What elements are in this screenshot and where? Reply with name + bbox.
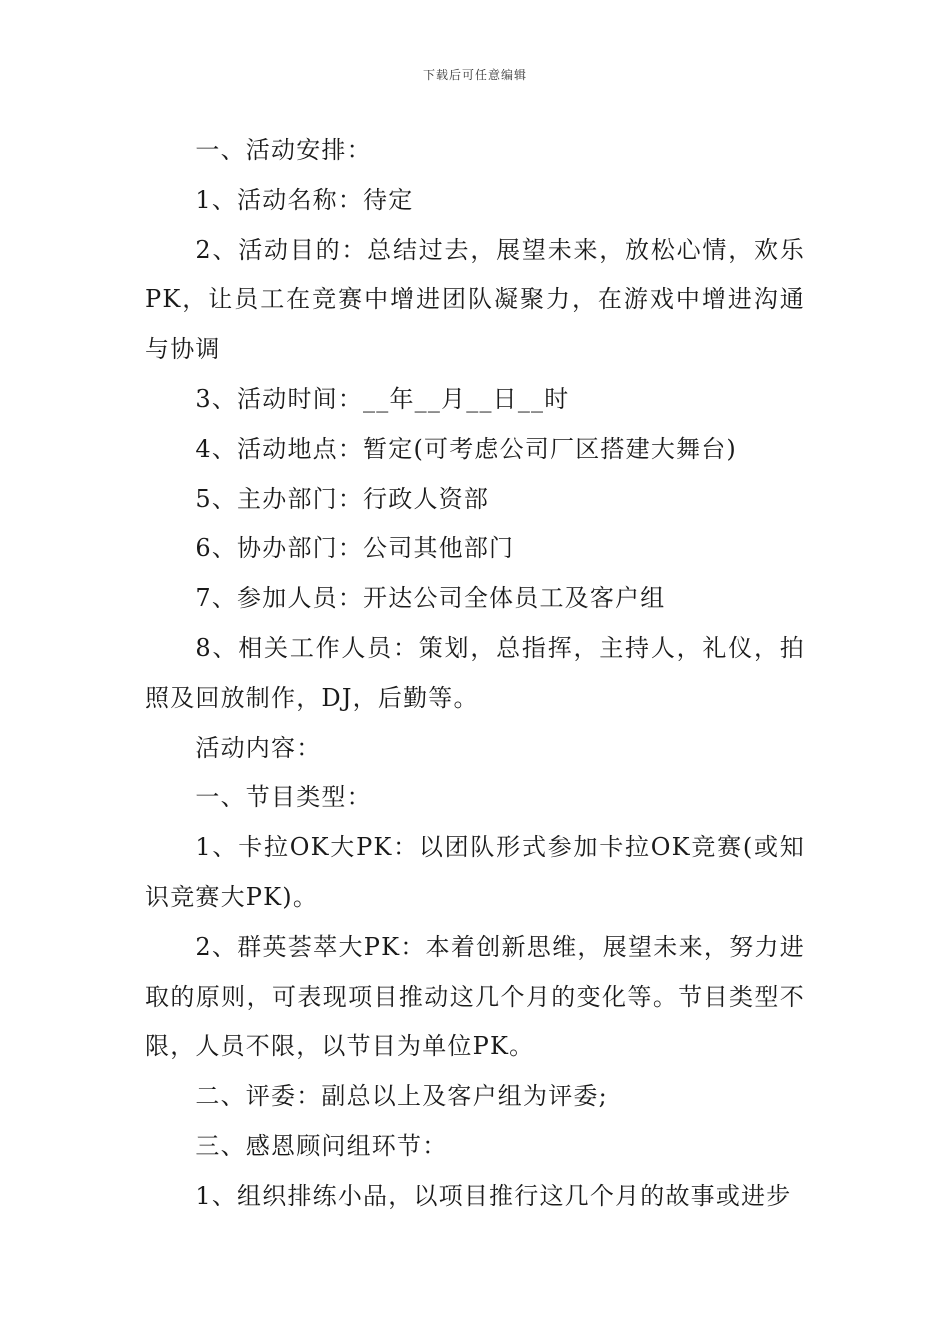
co-host-department: 6、协办部门：公司其他部门	[195, 534, 515, 563]
section-heading-program-type: 一、节目类型：	[195, 783, 372, 812]
section-heading-gratitude: 三、感恩顾问组环节：	[195, 1131, 448, 1160]
section-heading-activity-content: 活动内容：	[195, 733, 322, 762]
activity-location: 4、活动地点：暂定(可考虑公司厂区搭建大舞台)	[195, 434, 737, 463]
gratitude-item-1: 1、组织排练小品，以项目推行这几个月的故事或进步	[195, 1181, 792, 1210]
program-talent: 2、群英荟萃大PK：本着创新思维，展望未来，努力进取的原则，可表现项目推动这几个月的变化等。节目类型不限，人员不限，以节目为单位PK。	[145, 932, 805, 1061]
page-header-note: 下载后可任意编辑	[422, 68, 527, 82]
activity-time: 3、活动时间：__年__月__日__时	[195, 384, 570, 413]
host-department: 5、主办部门：行政人资部	[195, 484, 490, 513]
program-karaoke: 1、卡拉OK大PK：以团队形式参加卡拉OK竞赛(或知识竞赛大PK)。	[145, 833, 805, 911]
activity-purpose: 2、活动目的：总结过去，展望未来，放松心情，欢乐PK，让员工在竞赛中增进团队凝聚力，在游戏中增进沟通与协调	[145, 235, 805, 364]
section-heading-activity-arrangement: 一、活动安排：	[195, 136, 372, 164]
staff: 8、相关工作人员：策划，总指挥，主持人，礼仪，拍照及回放制作，DJ，后勤等。	[145, 633, 805, 712]
activity-name: 1、活动名称：待定	[195, 185, 414, 214]
participants: 7、参加人员：开达公司全体员工及客户组	[195, 584, 666, 613]
section-judges: 二、评委：副总以上及客户组为评委;	[195, 1082, 608, 1111]
document-body	[145, 126, 805, 1222]
